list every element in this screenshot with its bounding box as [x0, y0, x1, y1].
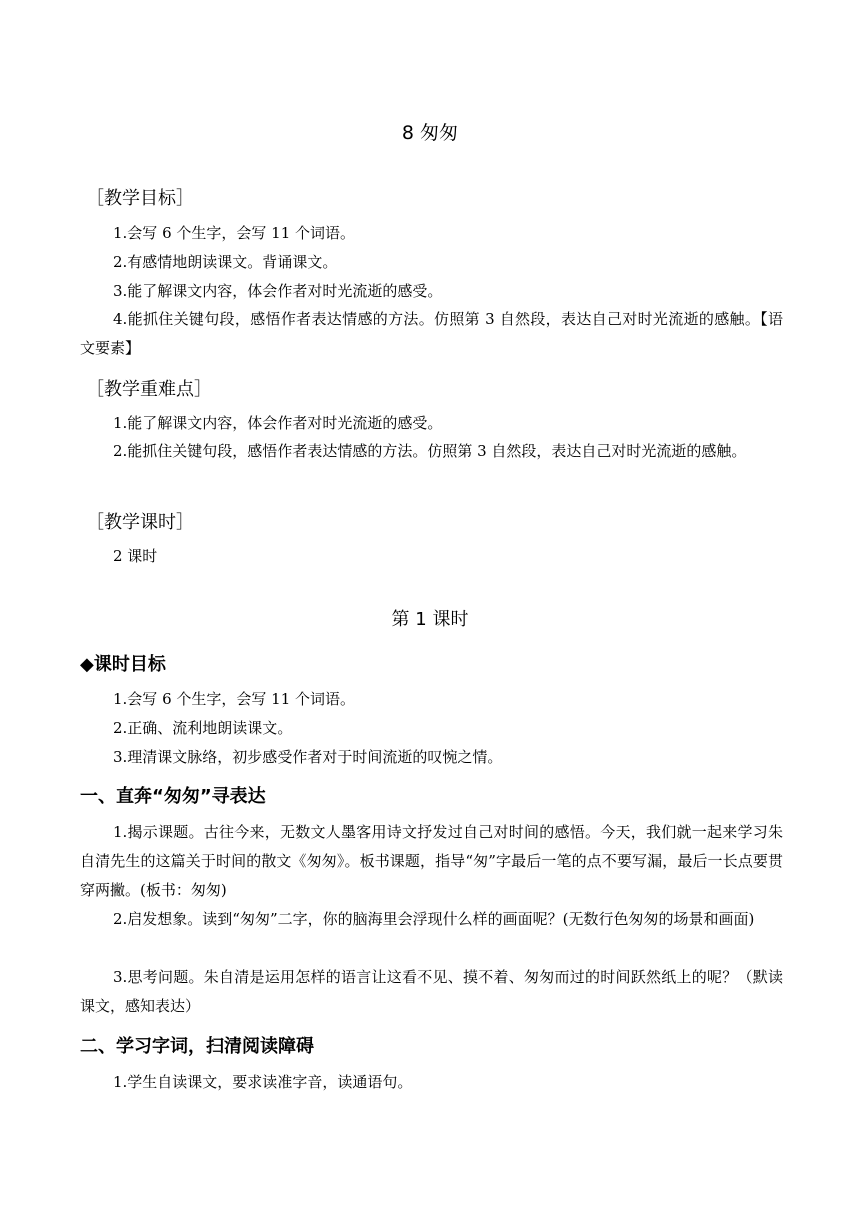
part1-item: 1.揭示课题。古往今来，无数文人墨客用诗文抒发过自己对时间的感悟。今天，我们就一起来学习朱自清先生的这篇关于时间的散文《匆匆》。板书课题，指导“匆”字最后一笔的点不要写漏，最后一长点要贯穿两撇。(板书：匆匆) — [80, 823, 783, 899]
page-title: 8 匆匆 — [401, 122, 459, 144]
periods-value: 2 课时 — [113, 547, 158, 565]
goal-item: 3.能了解课文内容，体会作者对时光流逝的感受。 — [113, 282, 443, 300]
lesson-goal-item: 2.正确、流利地朗读课文。 — [113, 719, 293, 737]
goal-item: 1.会写 6 个生字，会写 11 个词语。 — [113, 224, 356, 242]
goal-item: 2.有感情地朗读课文。背诵课文。 — [113, 253, 338, 271]
goals-heading: ［教学目标］ — [86, 188, 194, 209]
periods-heading: ［教学课时］ — [86, 512, 194, 533]
part2-item: 1.学生自读课文，要求读准字音，读通语句。 — [113, 1073, 413, 1091]
part2-heading: 二、学习字词，扫清阅读障碍 — [80, 1036, 314, 1057]
lesson-title: 第 1 课时 — [391, 609, 469, 630]
key-point-item: 2.能抓住关键句段，感悟作者表达情感的方法。仿照第 3 自然段，表达自己对时光流逝的感触。 — [113, 442, 747, 460]
part1-heading: 一、直奔“匆匆”寻表达 — [80, 786, 266, 807]
key-points-heading: ［教学重难点］ — [86, 379, 212, 400]
lesson-goals-heading: ◆课时目标 — [80, 654, 166, 675]
lesson-goal-item: 1.会写 6 个生字，会写 11 个词语。 — [113, 690, 356, 708]
part1-item: 2.启发想象。读到“匆匆”二字，你的脑海里会浮现什么样的画面呢？(无数行色匆匆的场景和画面) — [113, 910, 755, 928]
key-point-item: 1.能了解课文内容，体会作者对时光流逝的感受。 — [113, 414, 443, 432]
lesson-goal-item: 3.理清课文脉络，初步感受作者对于时间流逝的叹惋之情。 — [113, 748, 503, 766]
part1-item: 3.思考问题。朱自清是运用怎样的语言让这看不见、摸不着、匆匆而过的时间跃然纸上的呢？（默读课文，感知表达） — [80, 968, 783, 1015]
goal-item: 4.能抓住关键句段，感悟作者表达情感的方法。仿照第 3 自然段，表达自己对时光流逝的感触。【语文要素】 — [80, 310, 783, 357]
